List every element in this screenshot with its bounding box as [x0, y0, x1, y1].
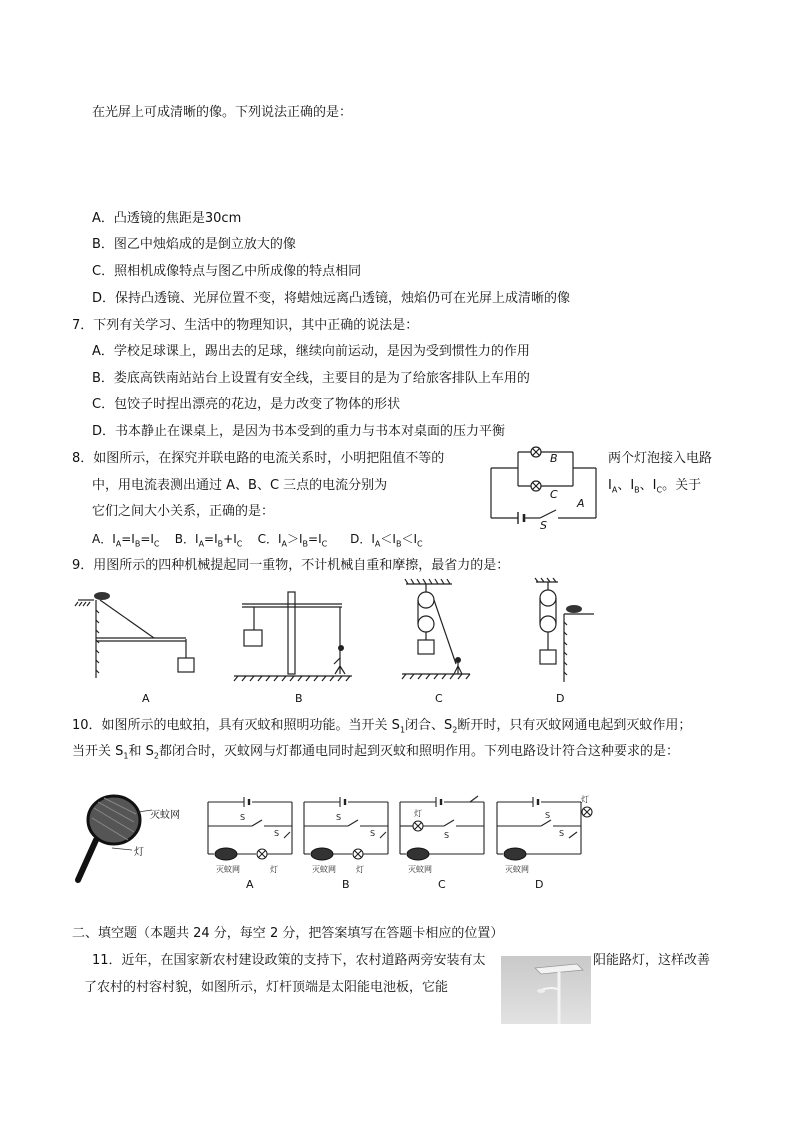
- q10-0-s2-label: S: [274, 829, 280, 838]
- q9-figure-a: [74, 590, 204, 680]
- q8-label-c: C: [550, 488, 558, 501]
- q8-label-b: B: [550, 452, 558, 465]
- q10-1-s1-blade: [348, 820, 358, 826]
- q8-line1: 8．如图所示，在探究并联电路的电流关系时，小明把阻值不等的: [72, 451, 445, 466]
- q8-line3: 它们之间大小关系，正确的是：: [92, 504, 275, 519]
- q10-line2: 当开关 $S_1$和 $S_2$都闭合时，灭蚊网与灯都通电同时起到灭蚊和照明作用。下列电路设计符合这种要求的是：: [72, 744, 679, 761]
- q10-2-net: [407, 848, 429, 860]
- q10-1-net: [311, 848, 333, 860]
- section-2-title: 二、填空题（本题共 24 分，每空 2 分，把答案填写在答题卡相应的位置）: [72, 926, 504, 941]
- q11-line1: 11．近年，在国家新农村建设政策的支持下，农村道路两旁安装有太: [92, 953, 486, 968]
- q6-option-b: B．图乙中烛焰成的是倒立放大的像: [92, 237, 296, 252]
- q8-label-a: A: [577, 497, 585, 510]
- q10-3-s1-blade: [541, 820, 551, 826]
- q7-option-d: D．书本静止在课桌上，是因为书本受到的重力与书本对桌面的压力平衡: [92, 424, 506, 439]
- q10-0-net-label: 灭蚊网: [216, 865, 240, 874]
- q9-figure-c: [396, 578, 476, 684]
- q6-option-a: A．凸透镜的焦距是30cm: [92, 211, 242, 226]
- q9-figure-b: [232, 588, 357, 683]
- q10-racket-lamp-label: 灯: [134, 847, 144, 858]
- q10-1-lamp-label: 灯: [356, 865, 364, 874]
- q10-0-s1-label: S: [240, 813, 246, 822]
- q8-options: A．$I_A=I_B=I_C$ B．$I_A=I_B+I_C$ C．$I_A>I_B=I_C$ D．$I_A<I_B<I_C$: [92, 532, 423, 549]
- q10-label-a: A: [246, 878, 254, 891]
- q10-1-s2-label: S: [370, 829, 376, 838]
- q10-line1: 10．如图所示的电蚊拍，具有灭蚊和照明功能。当开关 $S_1$闭合、$S_2$断开时，只有灭蚊网通电起到灭蚊作用；: [72, 718, 692, 735]
- q9-label-b: B: [295, 692, 303, 705]
- q6-option-c: C．照相机成像特点与图乙中所成像的特点相同: [92, 264, 362, 279]
- q10-2-s2-label: S: [444, 831, 450, 840]
- q7-option-b: B．娄底高铁南站站台上设置有安全线，主要目的是为了给旅客排队上车用的: [92, 371, 530, 386]
- q9-stem: 9．用图所示的四种机械提起同一重物，不计机械自重和摩擦，最省力的是：: [72, 558, 510, 573]
- q8-currents: $I_A$、$I_B$、$I_C$。关于: [608, 478, 702, 495]
- q11-line1-end: 阳能路灯，这样改善: [593, 953, 711, 968]
- q8-line1-end: 两个灯泡接入电路: [608, 451, 713, 466]
- q10-label-b: B: [342, 878, 350, 891]
- q10-3-net: [504, 848, 526, 860]
- q10-0-s2-blade: [284, 832, 290, 838]
- q10-2-net-label: 灭蚊网: [408, 865, 432, 874]
- q6-option-d: D．保持凸透镜、光屏位置不变，将蜡烛远离凸透镜，烛焰仍可在光屏上成清晰的像: [92, 291, 571, 306]
- q10-1-s1-label: S: [336, 813, 342, 822]
- q10-2-lamp-label: 灯: [414, 809, 422, 818]
- q8-line2: 中，用电流表测出通过 A、B、C 三点的电流分别为: [92, 478, 388, 493]
- q10-label-d: D: [535, 878, 544, 891]
- q9-label-a: A: [142, 692, 150, 705]
- q10-2-s1-blade: [470, 796, 478, 802]
- q10-0-lamp-label: 灯: [270, 865, 278, 874]
- q10-label-c: C: [438, 878, 446, 891]
- q10-3-lamp-label: 灯: [581, 795, 589, 804]
- q10-circuit-options: [204, 792, 604, 888]
- q7-option-a: A．学校足球课上，踢出去的足球，继续向前运动，是因为受到惯性力的作用: [92, 344, 530, 359]
- q8-label-s: S: [540, 519, 547, 532]
- q7-option-c: C．包饺子时捏出漂亮的花边，是力改变了物体的形状: [92, 397, 401, 412]
- q10-2-s-blade: [444, 820, 454, 826]
- q9-label-c: C: [435, 692, 443, 705]
- q10-3-s2-label: S: [559, 829, 565, 838]
- q7-stem: 7．下列有关学习、生活中的物理知识，其中正确的说法是：: [72, 318, 419, 333]
- q10-0-s1-blade: [252, 820, 262, 826]
- q9-label-d: D: [556, 692, 565, 705]
- q8-circuit-diagram: [488, 446, 600, 530]
- q11-solar-lamp-photo: [501, 956, 591, 1024]
- q10-racket-net-label: 灭蚊网: [150, 810, 180, 821]
- q6-stem-continuation: 在光屏上可成清晰的像。下列说法正确的是：: [92, 105, 353, 120]
- q10-3-net-label: 灭蚊网: [505, 865, 529, 874]
- q10-0-net: [215, 848, 237, 860]
- q10-1-net-label: 灭蚊网: [312, 865, 336, 874]
- q10-3-s1-label: S: [545, 811, 551, 820]
- q10-1-s2-blade: [380, 832, 386, 838]
- q10-3-s2-blade: [569, 832, 577, 838]
- q11-line2: 了农村的村容村貌，如图所示，灯杆顶端是太阳能电池板，它能: [84, 980, 449, 995]
- q9-figure-d: [528, 578, 598, 684]
